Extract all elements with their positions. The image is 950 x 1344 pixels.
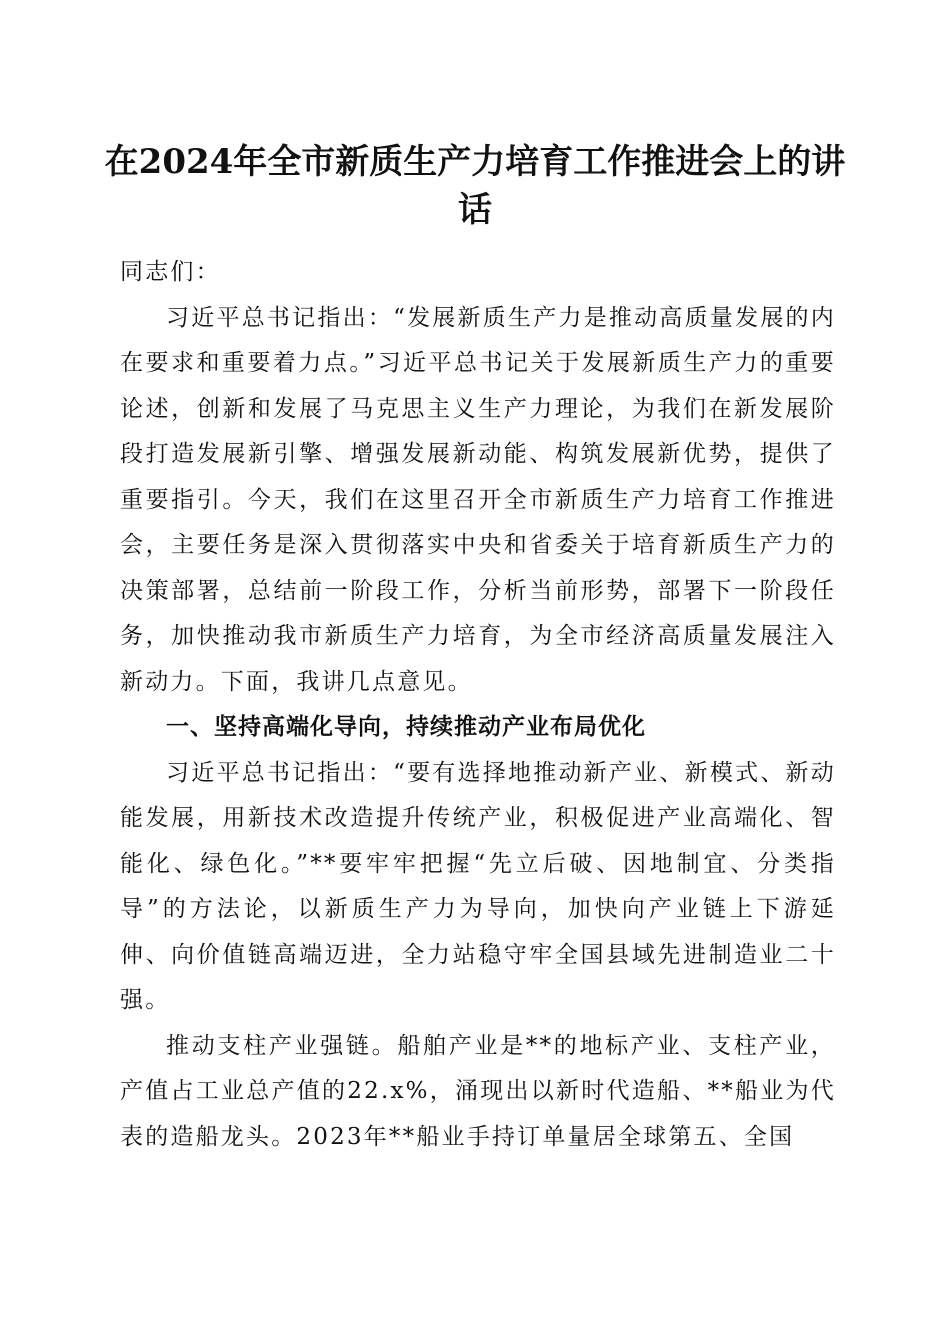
section-heading-1: 一、坚持高端化导向，持续推动产业布局优化 (166, 714, 646, 740)
document-body (120, 250, 836, 1160)
salutation: 同志们： (120, 259, 221, 285)
section-1-paragraph-1: 习近平总书记指出：“要有选择地推动新产业、新模式、新动能发展，用新技术改造提升传统产业，积极促进产业高端化、智能化、绿色化。”**要牢牢把握“先立后破、因地制宜、分类指导”的方法论，以新质生产力为导向，加快向产业链上下游延伸、向价值链高端迈进，全力站稳守牢全国县域先进制造业二十强。 (120, 759, 836, 1013)
document-title: 在2024年全市新质生产力培育工作推进会上的讲话 (104, 142, 846, 230)
section-1-paragraph-2: 推动支柱产业强链。船舶产业是**的地标产业、支柱产业，产值占工业总产值的22.x%，涌现出以新时代造船、**船业为代表的造船龙头。2023年**船业手持订单量居全球第五、全国 (120, 1032, 836, 1150)
intro-paragraph: 习近平总书记指出：“发展新质生产力是推动高质量发展的内在要求和重要着力点。”习近平总书记关于发展新质生产力的重要论述，创新和发展了马克思主义生产力理论，为我们在新发展阶段打造发展新引擎、增强发展新动能、构筑发展新优势，提供了重要指引。今天，我们在这里召开全市新质生产力培育工作推进会，主要任务是深入贯彻落实中央和省委关于培育新质生产力的决策部署，总结前一阶段工作，分析当前形势，部署下一阶段任务，加快推动我市新质生产力培育，为全市经济高质量发展注入新动力。下面，我讲几点意见。 (120, 304, 836, 695)
